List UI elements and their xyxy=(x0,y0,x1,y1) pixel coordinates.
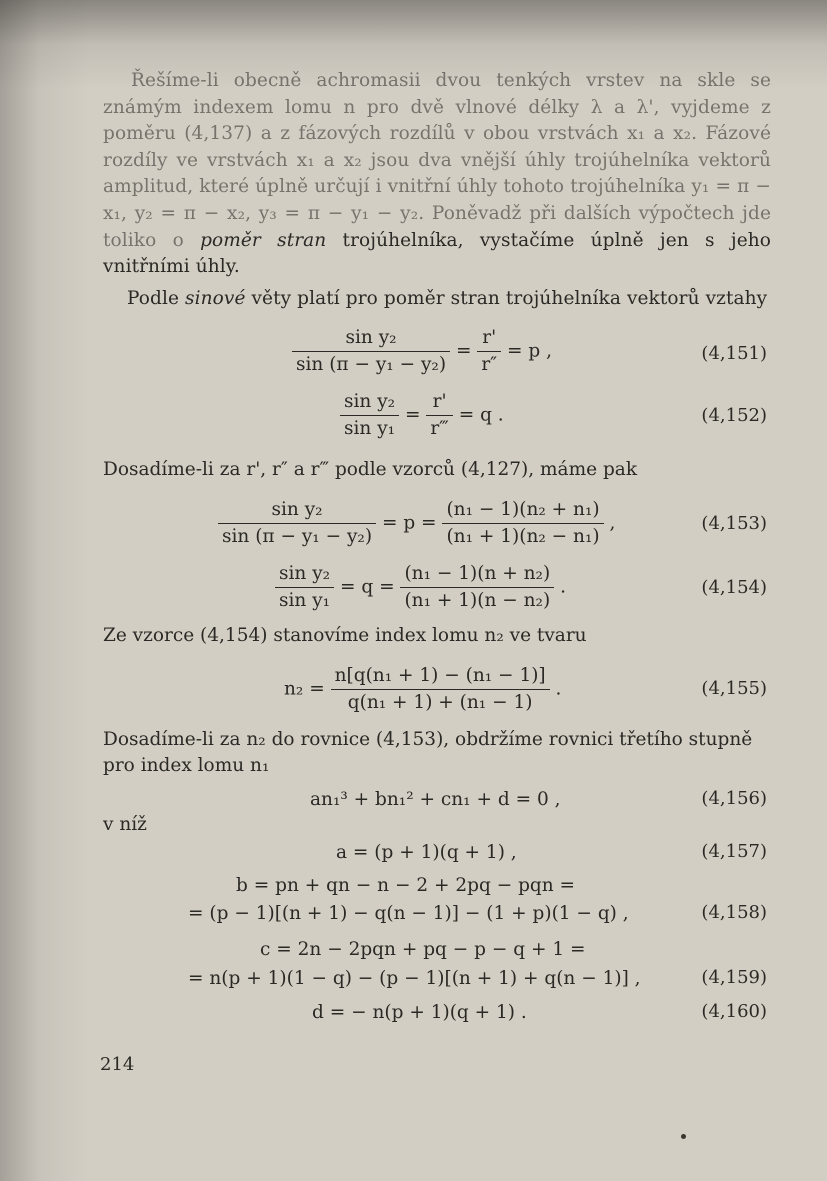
paragraph-intro-tail: trojúhelníka, vystačíme úplně jen s jeho vnitřními úhly. xyxy=(103,229,771,278)
paragraph-intro-text: Řešíme-li obecně achromasii dvou tenkých vrstev na skle se známým indexem lomu n pro dvě vlnové délky λ a λ', vyjdeme z poměru (4,137) a z fázových rozdílů v obou vrstvách x₁ a x₂. Fázové rozdíly ve vrstvách x₁ a x₂ jsou dva vnější úhly trojúhelníka vektorů amplitud, které úplně určují i vnitřní úhly tohoto trojúhelníka y₁ = π − x₁, y₂ = π − x₂, y₃ = π − y₁ − y₂. Poněvadž při dalších výpočtech jde toliko o xyxy=(103,70,771,251)
equation-number: (4,156) xyxy=(701,788,767,809)
equation-4-158-line2: = (p − 1)[(n + 1) − q(n − 1)] − (1 + p)(1 − q) , xyxy=(188,903,629,924)
equation-number: (4,159) xyxy=(701,967,767,988)
fraction: $\frac{\text{sin y₂}}{\text{sin (π − y₁ − y₂)}}$ xyxy=(292,326,450,377)
equation-4-158-line1: b = pn + qn − n − 2 + 2pq − pqn = xyxy=(236,875,576,896)
paragraph-cubic-line2: pro index lomu n₁ xyxy=(103,755,270,776)
equation-4-159-line1: c = 2n − 2pqn + pq − p − q + 1 = xyxy=(260,939,586,960)
paragraph-sine-rule-text: Podle xyxy=(127,288,186,309)
equation-number: (4,155) xyxy=(701,678,767,699)
equation-number: (4,152) xyxy=(701,405,767,426)
equation-number: (4,151) xyxy=(701,343,767,364)
equation-4-155: n₂ = $\frac{\text{n[q(n₁ + 1) − (n₁ − 1)]}}{\text{q(n₁ + 1) + (n₁ − 1)}}$ . xyxy=(284,665,562,713)
equation-4-151: $\frac{\text{sin y₂}}{\text{sin (π − y₁ − y₂)}}$ = $\frac{r'}{r''}$ = p , xyxy=(292,326,552,377)
equation-number: (4,160) xyxy=(701,1001,767,1022)
equation-4-154: $\frac{\text{sin y₂}}{\text{sin y₁}}$ = q = $\frac{\text{(n₁ − 1)(n + n₂)}}{\text{(n₁ + 1)(n − n₂)}}$ . xyxy=(275,562,566,613)
equation-number: (4,157) xyxy=(701,841,767,862)
equation-number: (4,158) xyxy=(701,902,767,923)
paragraph-intro xyxy=(103,68,771,281)
paragraph-sine-rule xyxy=(103,286,771,313)
paragraph-sine-rule-tail: věty platí pro poměr stran trojúhelníka vektorů vztahy xyxy=(245,288,768,309)
emphasis-ratio-of-sides: poměr stran xyxy=(200,229,327,251)
equation-4-156: an₁³ + bn₁² + cn₁ + d = 0 , xyxy=(310,789,561,810)
emphasis-sine: sinové xyxy=(185,288,246,309)
paragraph-where: v níž xyxy=(103,814,147,835)
page-number: 214 xyxy=(100,1054,135,1075)
equation-4-152: $\frac{\text{sin y₂}}{\text{sin y₁}}$ = $\frac{r'}{r‴}$ = q . xyxy=(340,390,504,441)
paragraph-cubic: Dosadíme-li za n₂ do rovnice (4,153), obdržíme rovnici třetího stupně xyxy=(103,729,753,750)
equation-4-157: a = (p + 1)(q + 1) , xyxy=(336,842,517,863)
paper-speck xyxy=(681,1134,686,1139)
equation-4-153: $\frac{\text{sin y₂}}{\text{sin (π − y₁ − y₂)}}$ = p = $\frac{\text{(n₁ − 1)(n₂ + n₁)}}{\text{(n₁ + 1)(n₂ − n₁)}}$ , xyxy=(218,498,615,549)
paragraph-index-form: Ze vzorce (4,154) stanovíme index lomu n₂ ve tvaru xyxy=(103,625,587,646)
fraction: $\frac{r'}{r''}$ xyxy=(477,326,501,377)
equation-number: (4,153) xyxy=(701,513,767,534)
equation-number: (4,154) xyxy=(701,577,767,598)
equation-4-160: d = − n(p + 1)(q + 1) . xyxy=(312,1002,527,1023)
paragraph-substitute: Dosadíme-li za r', r″ a r‴ podle vzorců (4,127), máme pak xyxy=(103,459,638,480)
equation-4-159-line2: = n(p + 1)(1 − q) − (p − 1)[(n + 1) + q(n − 1)] , xyxy=(188,968,641,989)
